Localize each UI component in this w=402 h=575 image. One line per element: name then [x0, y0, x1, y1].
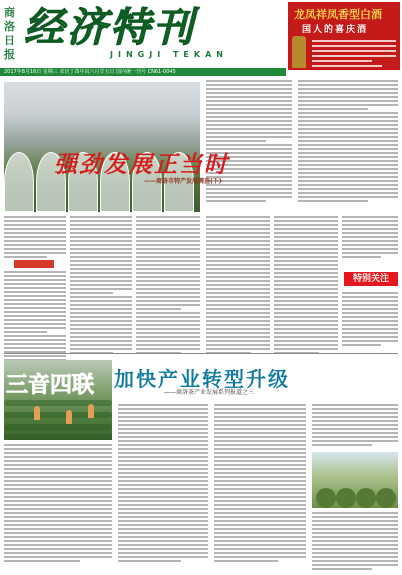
- headline-area: [4, 146, 229, 186]
- article-column: [206, 80, 292, 204]
- article-column: [118, 404, 208, 564]
- article-column: [342, 292, 398, 348]
- article-column: [274, 216, 338, 356]
- article-column: [298, 80, 398, 204]
- story2-banner: [4, 357, 399, 399]
- article-column: [136, 216, 200, 356]
- logo-pinyin: JINGJI TEKAN: [110, 50, 228, 59]
- advert-title: 龙凤祥凤香型白酒: [294, 8, 382, 21]
- advert-text-line: [312, 50, 396, 52]
- article-column: [4, 216, 66, 379]
- tea-bush-photo: [312, 452, 398, 508]
- article-column: [70, 216, 132, 356]
- story2-headline: 加快产业转型升级: [114, 367, 290, 391]
- article-column: [312, 404, 398, 448]
- story1-headline: 强劲发展正当时: [54, 152, 229, 178]
- dateline: 2017年8月16日 星期三 农历丁酉年闰六月廿五日 国内统一刊号 CN61-0045: [0, 68, 286, 76]
- advert-text-line: [312, 45, 396, 47]
- article-column: [342, 216, 398, 260]
- special-focus-label: 特别关注: [344, 272, 398, 286]
- article-column: [206, 216, 270, 356]
- section-divider: [4, 353, 398, 354]
- masthead: [0, 0, 402, 73]
- advert-text-line: [312, 55, 396, 57]
- story1-subhead: ——商洛市特产发展调查(下): [144, 178, 222, 185]
- tea-photo-label: 三音四联: [6, 373, 95, 398]
- advert-slogan: 国人的喜庆酒: [302, 25, 369, 35]
- story2-subhead: ——商洛茶产业发展系列报道之三: [164, 389, 255, 396]
- advertisement[interactable]: [288, 2, 400, 70]
- section-tag: [14, 260, 54, 268]
- advert-text-line: [312, 40, 396, 42]
- advert-text-line: [312, 65, 382, 67]
- vertical-newspaper-name: 商洛日报: [4, 6, 15, 61]
- article-column: [214, 404, 306, 564]
- article-column: [4, 444, 112, 564]
- logo-title: 经济特刊: [24, 4, 196, 51]
- liquor-bottle-icon: [292, 36, 306, 68]
- article-column: [312, 512, 398, 572]
- advert-text-line: [312, 60, 372, 62]
